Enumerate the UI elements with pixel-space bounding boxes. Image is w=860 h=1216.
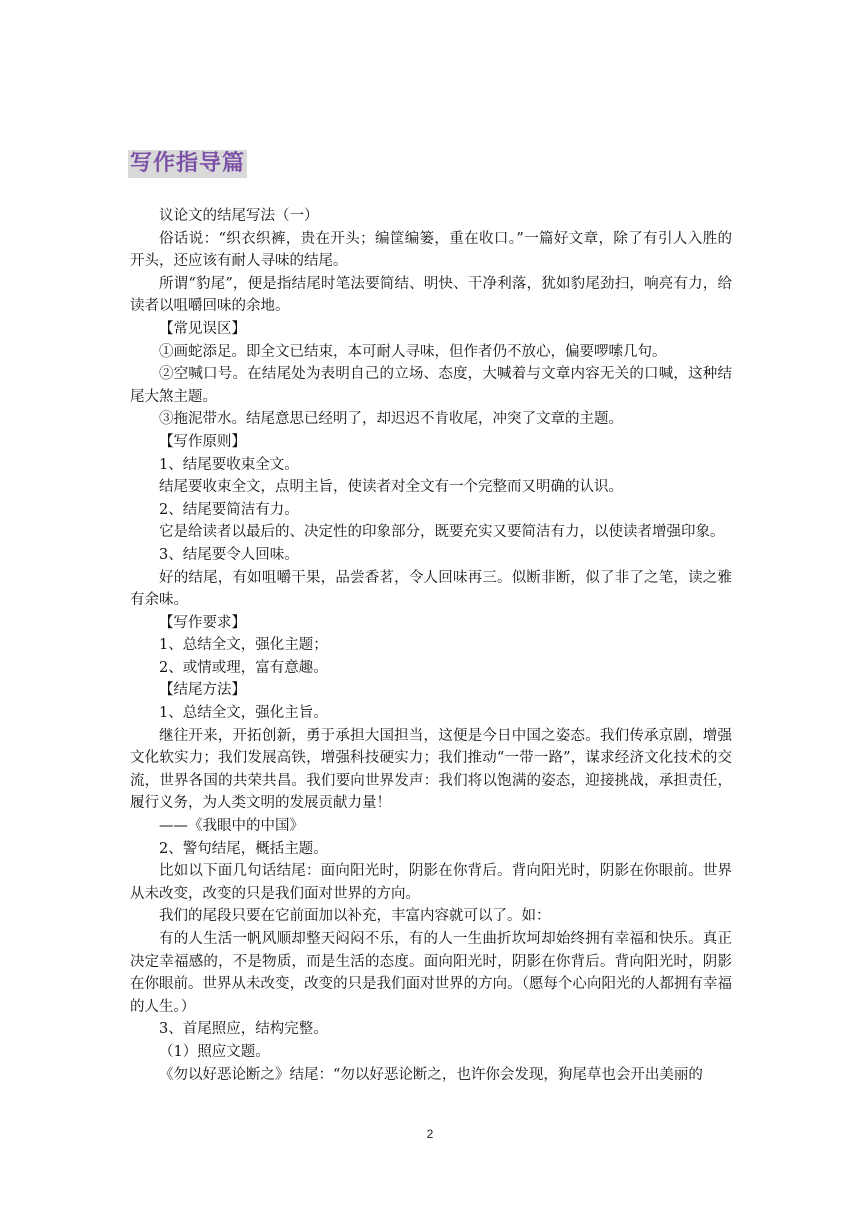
page-number: 2 — [426, 1127, 434, 1141]
paragraph: 好的结尾，有如咀嚼干果，品尝香茗，令人回味再三。似断非断，似了非了之笔，读之雅有余味。 — [130, 569, 732, 609]
paragraph: 继往开来，开拓创新，勇于承担大国担当，这便是今日中国之姿态。我们传承京剧，增强文化软实力；我们发展高铁，增强科技硬实力；我们推动“一带一路”，谋求经济文化技术的交流，世界各国的共荣共昌。我们要向世界发声：我们将以饱满的姿态，迎接挑战，承担责任，履行义务，为人类文明的发展贡献力量！ — [130, 727, 732, 812]
paragraph: 所谓“豹尾”，便是指结尾时笔法要简结、明快、干净利落，犹如豹尾劲扫，响亮有力，给读者以咀嚼回味的余地。 — [130, 275, 732, 315]
document-body — [130, 205, 732, 1086]
paragraph: 它是给读者以最后的、决定性的印象部分，既要充实又要简洁有力，以使读者增强印象。 — [159, 524, 725, 541]
paragraph: 2、警句结尾，概括主题。 — [159, 840, 328, 857]
paragraph: 3、结尾要令人回味。 — [159, 546, 299, 563]
paragraph: 2、或情或理，富有意趣。 — [159, 659, 328, 676]
paragraph: 比如以下面几句话结尾：面向阳光时，阴影在你背后。背向阳光时，阴影在你眼前。世界从未改变，改变的只是我们面对世界的方向。 — [130, 863, 732, 902]
paragraph: 1、总结全文，强化主题； — [159, 637, 328, 654]
paragraph: （1）照应文题。 — [159, 1043, 270, 1060]
paragraph: ①画蛇添足。即全文已结束，本可耐人寻味，但作者仍不放心，偏要啰嗦几句。 — [159, 343, 667, 360]
paragraph: 3、首尾照应，结构完整。 — [159, 1021, 328, 1038]
paragraph: 结尾要收束全文，点明主旨，使读者对全文有一个完整而又明确的认识。 — [159, 479, 623, 496]
paragraph: 《勿以好恶论断之》结尾：“勿以好恶论断之，也许你会发现，狗尾草也会开出美丽的 — [159, 1066, 703, 1083]
paragraph: 议论文的结尾写法（一） — [159, 208, 319, 224]
paragraph: ②空喊口号。在结尾处为表明自己的立场、态度，大喊着与文章内容无关的口喊，这种结尾大煞主题。 — [130, 366, 732, 405]
paragraph: ③拖泥带水。结尾意思已经明了，却迟迟不肯收尾，冲突了文章的主题。 — [159, 411, 623, 428]
paragraph: 1、总结全文，强化主旨。 — [159, 705, 328, 722]
paragraph: 有的人生活一帆风顺却整天闷闷不乐，有的人一生曲折坎坷却始终拥有幸福和快乐。真正决定幸福感的，不是物质，而是生活的态度。面向阳光时，阴影在你背后。背向阳光时，阴影在你眼前。世界从未改变，改变的只是我们面对世界的方向。（愿每个心向阳光的人都拥有幸福的人生。） — [130, 931, 732, 1015]
paragraph: 【常见误区】 — [159, 320, 246, 337]
paragraph: 俗话说：“织衣织裤，贵在开头；编筐编篓，重在收口。”一篇好文章，除了有引人入胜的开头，还应该有耐人寻味的结尾。 — [130, 230, 732, 270]
paragraph: 1、结尾要收束全文。 — [159, 456, 299, 473]
paragraph: 2、结尾要简洁有力。 — [159, 501, 299, 518]
paragraph: 【写作原则】 — [159, 433, 246, 450]
section-heading: 写作指导篇 — [130, 151, 246, 176]
paragraph: 【写作要求】 — [159, 614, 246, 631]
paragraph: 【结尾方法】 — [159, 682, 246, 699]
paragraph: 我们的尾段只要在它前面加以补充，丰富内容就可以了。如： — [159, 908, 551, 925]
paragraph: ——《我眼中的中国》 — [159, 818, 304, 835]
